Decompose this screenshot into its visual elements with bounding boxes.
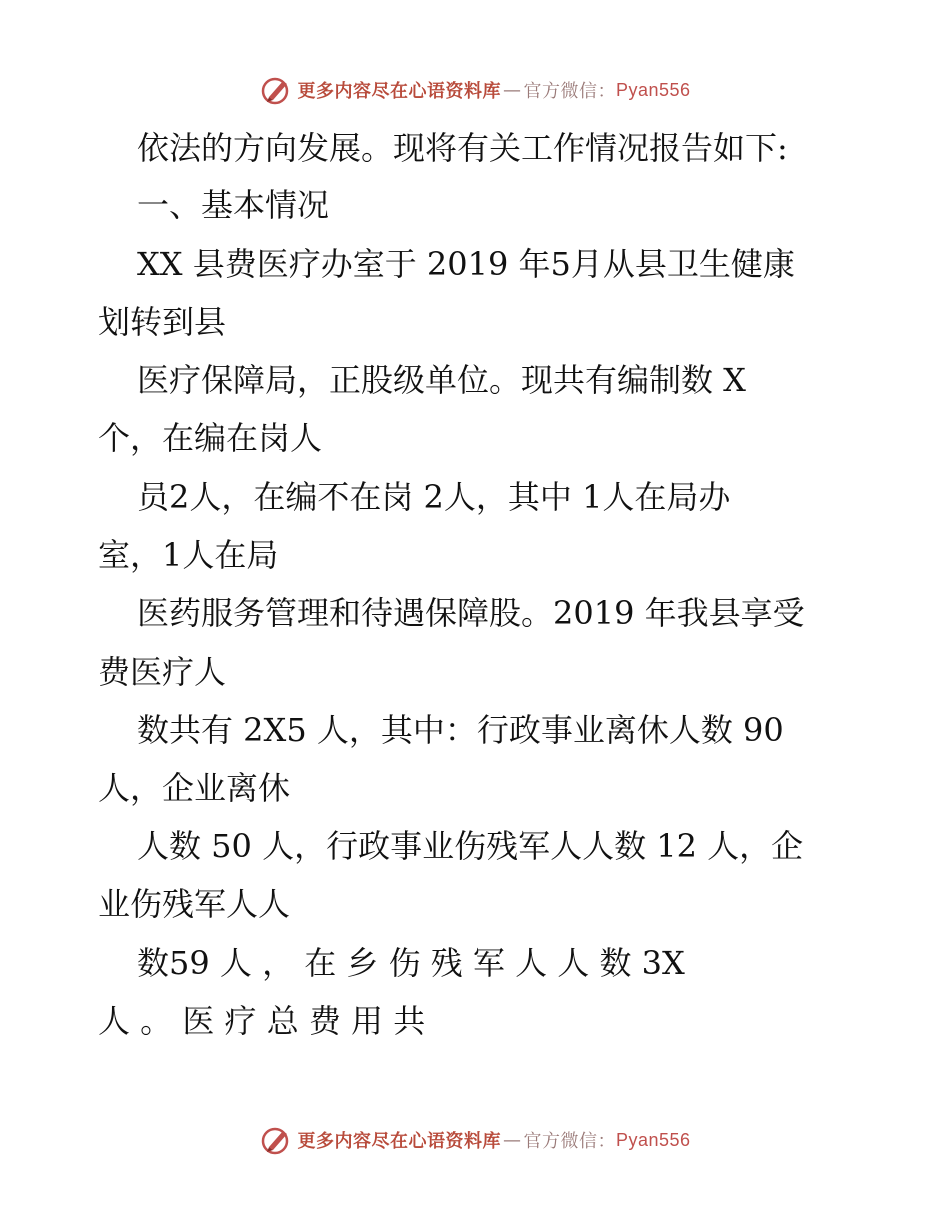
body-line: 数共有 2X5 人，其中：行政事业离休人数 90	[137, 711, 784, 749]
watermark-wechat-label: 官方微信：	[523, 81, 616, 102]
watermark-wechat-id: Pyan556	[615, 1129, 691, 1150]
watermark-brand: 更多内容尽在心语资料库	[297, 81, 501, 102]
body-line: 数59 人 ， 在 乡 伤 残 军 人 人 数 3X	[137, 944, 685, 982]
body-line: 依法的方向发展。现将有关工作情况报告如下:	[137, 129, 788, 167]
body-line: XX 县费医疗办室于 2019 年5月从县卫生健康	[137, 245, 795, 283]
watermark-wechat-label: 官方微信：	[523, 1131, 616, 1152]
watermark-dash: —	[502, 79, 522, 101]
body-line: 室，1人在局	[98, 536, 279, 574]
body-line: 个，在编在岗人	[98, 419, 323, 457]
body-line: 人，企业离休	[98, 769, 291, 807]
body-line: 业伤残军人人	[98, 885, 291, 923]
body-line: 人数 50 人，行政事业伤残军人人数 12 人，企	[137, 827, 804, 865]
pen-logo-icon	[259, 73, 293, 107]
watermark-wechat-id: Pyan556	[615, 79, 691, 100]
body-line: 医疗保障局，正股级单位。现共有编制数 X	[137, 361, 746, 399]
body-line: 医药服务管理和待遇保障股。2019 年我县享受	[137, 594, 805, 632]
body-line: 费医疗人	[98, 653, 227, 691]
watermark-dash: —	[502, 1129, 522, 1151]
body-line: 员2人，在编不在岗 2人，其中 1人在局办	[137, 478, 731, 516]
body-line: 人 。 医 疗 总 费 用 共	[98, 1002, 426, 1040]
footer-watermark	[0, 1120, 950, 1160]
pen-logo-icon	[259, 1123, 293, 1157]
watermark-brand: 更多内容尽在心语资料库	[297, 1131, 501, 1152]
body-line: 划转到县	[98, 303, 227, 341]
section-heading: 一、基本情况	[137, 186, 330, 224]
header-watermark	[0, 70, 950, 110]
